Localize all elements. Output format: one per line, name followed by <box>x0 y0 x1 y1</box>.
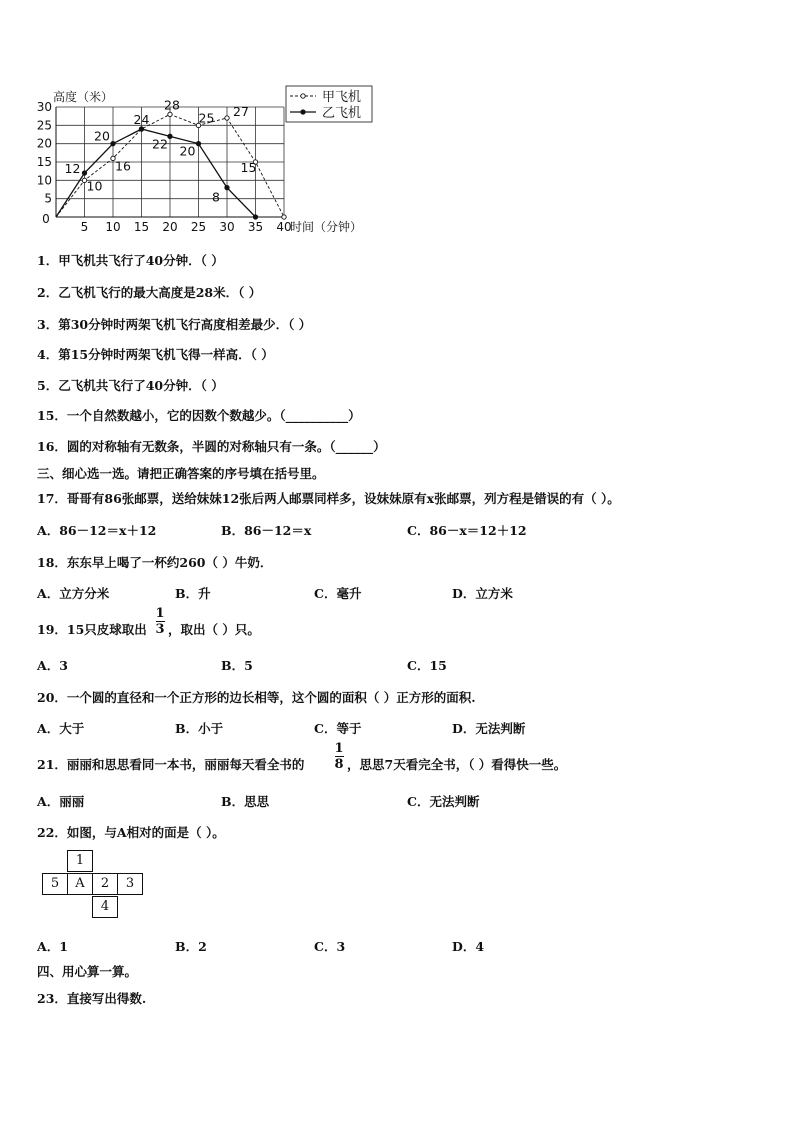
cube-face-a: A <box>67 873 93 895</box>
series-1-data-label: 28 <box>164 97 180 113</box>
q19-option-a: A．3 <box>37 658 68 673</box>
x-tick-label: 15 <box>133 220 150 234</box>
series-2-data-label: 20 <box>179 143 196 159</box>
cube-face-2: 2 <box>92 873 118 895</box>
cube-face-3: 3 <box>117 873 143 895</box>
q21-fraction-numerator: 1 <box>334 741 344 756</box>
x-tick-label: 25 <box>190 220 207 234</box>
q20-option-c: C．等于 <box>314 721 362 736</box>
q21-fraction-denominator: 8 <box>334 757 344 772</box>
x-tick-label: 30 <box>219 220 235 234</box>
x-tick-label: 10 <box>105 220 121 234</box>
series-2-data-label: 20 <box>94 128 110 144</box>
q21-fraction <box>332 741 346 772</box>
q21-option-b: B．思思 <box>221 794 270 809</box>
question-18: 18．东东早上喝了一杯约260（ ）牛奶． <box>37 555 273 570</box>
legend-label-1: 甲飞机 <box>322 90 362 105</box>
origin-label: 0 <box>42 212 50 226</box>
q17-option-c: C．86－x＝12＋12 <box>407 523 527 538</box>
x-tick-label: 5 <box>80 220 89 234</box>
q18-option-c: C．毫升 <box>314 586 362 601</box>
q18-option-a: A．立方分米 <box>37 586 110 601</box>
q22-option-b: B．2 <box>175 939 207 954</box>
y-tick-label: 15 <box>36 155 52 169</box>
question-5: 5．乙飞机共飞行了40分钟．（ ） <box>37 378 224 393</box>
series-2-point <box>253 215 257 219</box>
x-tick-label: 20 <box>162 220 178 234</box>
question-19-stem: 19．15只皮球取出 <box>37 622 147 637</box>
section-4-heading: 四、用心算一算。 <box>37 964 138 979</box>
series-1-point <box>225 116 229 120</box>
series-2-data-label: 22 <box>152 136 168 152</box>
series-2-data-label: 12 <box>64 161 81 176</box>
question-16: 16．圆的对称轴有无数条，半圆的对称轴只有一条。（______） <box>37 439 386 454</box>
x-axis-label: 时间（分钟） <box>290 220 363 234</box>
q17-option-b: B．86－12＝x <box>221 523 312 538</box>
question-2: 2．乙飞机飞行的最大高度是28米．（ ） <box>37 285 262 300</box>
question-3: 3．第30分钟时两架飞机飞行高度相差最少．（ ） <box>37 317 312 332</box>
y-tick-label: 20 <box>36 136 52 151</box>
series-1-data-label: 10 <box>86 178 103 194</box>
cube-face-4: 4 <box>92 896 118 918</box>
question-21-stem-end: ，思思7天看完全书，（ ）看得快一些。 <box>347 757 567 772</box>
x-tick-label: 35 <box>247 220 264 234</box>
series-2-point <box>225 185 229 189</box>
q17-option-a: A．86－12＝x＋12 <box>37 523 157 538</box>
chart-legend <box>286 86 372 122</box>
q19-option-c: C．15 <box>407 658 447 673</box>
question-1: 1．甲飞机共飞行了40分钟．（ ） <box>37 253 224 268</box>
question-20: 20．一个圆的直径和一个正方形的边长相等，这个圆的面积（ ）正方形的面积. <box>37 690 476 705</box>
series-2-point <box>139 127 143 131</box>
legend-label-2: 乙飞机 <box>322 106 362 121</box>
question-19-stem-end: ，取出（ ）只。 <box>168 622 260 637</box>
flight-height-chart <box>30 80 390 240</box>
q19-option-b: B．5 <box>221 658 253 673</box>
question-17: 17．哥哥有86张邮票，送给妹妹12张后两人邮票同样多，设妹妹原有x张邮票，列方程是错误的有（ ）。 <box>37 491 620 506</box>
x-tick-label: 40 <box>276 220 292 234</box>
question-22: 22．如图，与A相对的面是（ ）。 <box>37 825 225 840</box>
question-23: 23．直接写出得数. <box>37 991 147 1006</box>
q21-option-a: A．丽丽 <box>37 794 85 809</box>
series-2-point <box>196 141 200 145</box>
q22-option-a: A．1 <box>37 939 68 954</box>
q18-option-b: B．升 <box>175 586 211 601</box>
series-2-data-label: 8 <box>212 189 220 205</box>
question-21-stem: 21．丽丽和思思看同一本书，丽丽每天看全书的 <box>37 757 305 772</box>
series-2-point <box>111 141 115 145</box>
q22-option-d: D．4 <box>452 939 485 954</box>
series-1-point <box>168 112 172 116</box>
section-3-heading: 三、细心选一选。请把正确答案的序号填在括号里。 <box>37 466 325 481</box>
y-tick-label: 5 <box>44 191 52 206</box>
y-tick-label: 10 <box>36 173 52 188</box>
cube-face-1: 1 <box>67 850 93 872</box>
q19-fraction-denominator: 3 <box>155 622 165 637</box>
q20-option-b: B．小于 <box>175 721 224 736</box>
legend-marker-1 <box>301 94 305 98</box>
q20-option-d: D．无法判断 <box>452 721 526 736</box>
legend-marker-2 <box>301 110 305 114</box>
series-2-point <box>82 171 86 175</box>
q19-fraction <box>153 606 167 637</box>
y-axis-label: 高度（米） <box>53 90 114 104</box>
series-1-point <box>282 215 286 219</box>
question-15: 15．一个自然数越小，它的因数个数越少。（__________） <box>37 408 361 423</box>
y-tick-label: 25 <box>36 118 52 133</box>
q21-option-c: C．无法判断 <box>407 794 480 809</box>
series-1-data-label: 24 <box>133 112 150 127</box>
q19-fraction-numerator: 1 <box>155 606 165 621</box>
cube-face-5: 5 <box>42 873 68 895</box>
series-1-data-label: 15 <box>240 160 257 175</box>
series-1-data-label: 16 <box>115 158 131 174</box>
series-2-point <box>168 134 172 138</box>
series-1-data-label: 27 <box>233 104 249 119</box>
series-1-data-label: 25 <box>198 110 215 126</box>
q22-option-c: C．3 <box>314 939 346 954</box>
question-4: 4．第15分钟时两架飞机飞得一样高．（ ） <box>37 347 274 362</box>
q18-option-d: D．立方米 <box>452 586 513 601</box>
q20-option-a: A．大于 <box>37 721 85 736</box>
y-tick-label: 30 <box>36 100 52 114</box>
